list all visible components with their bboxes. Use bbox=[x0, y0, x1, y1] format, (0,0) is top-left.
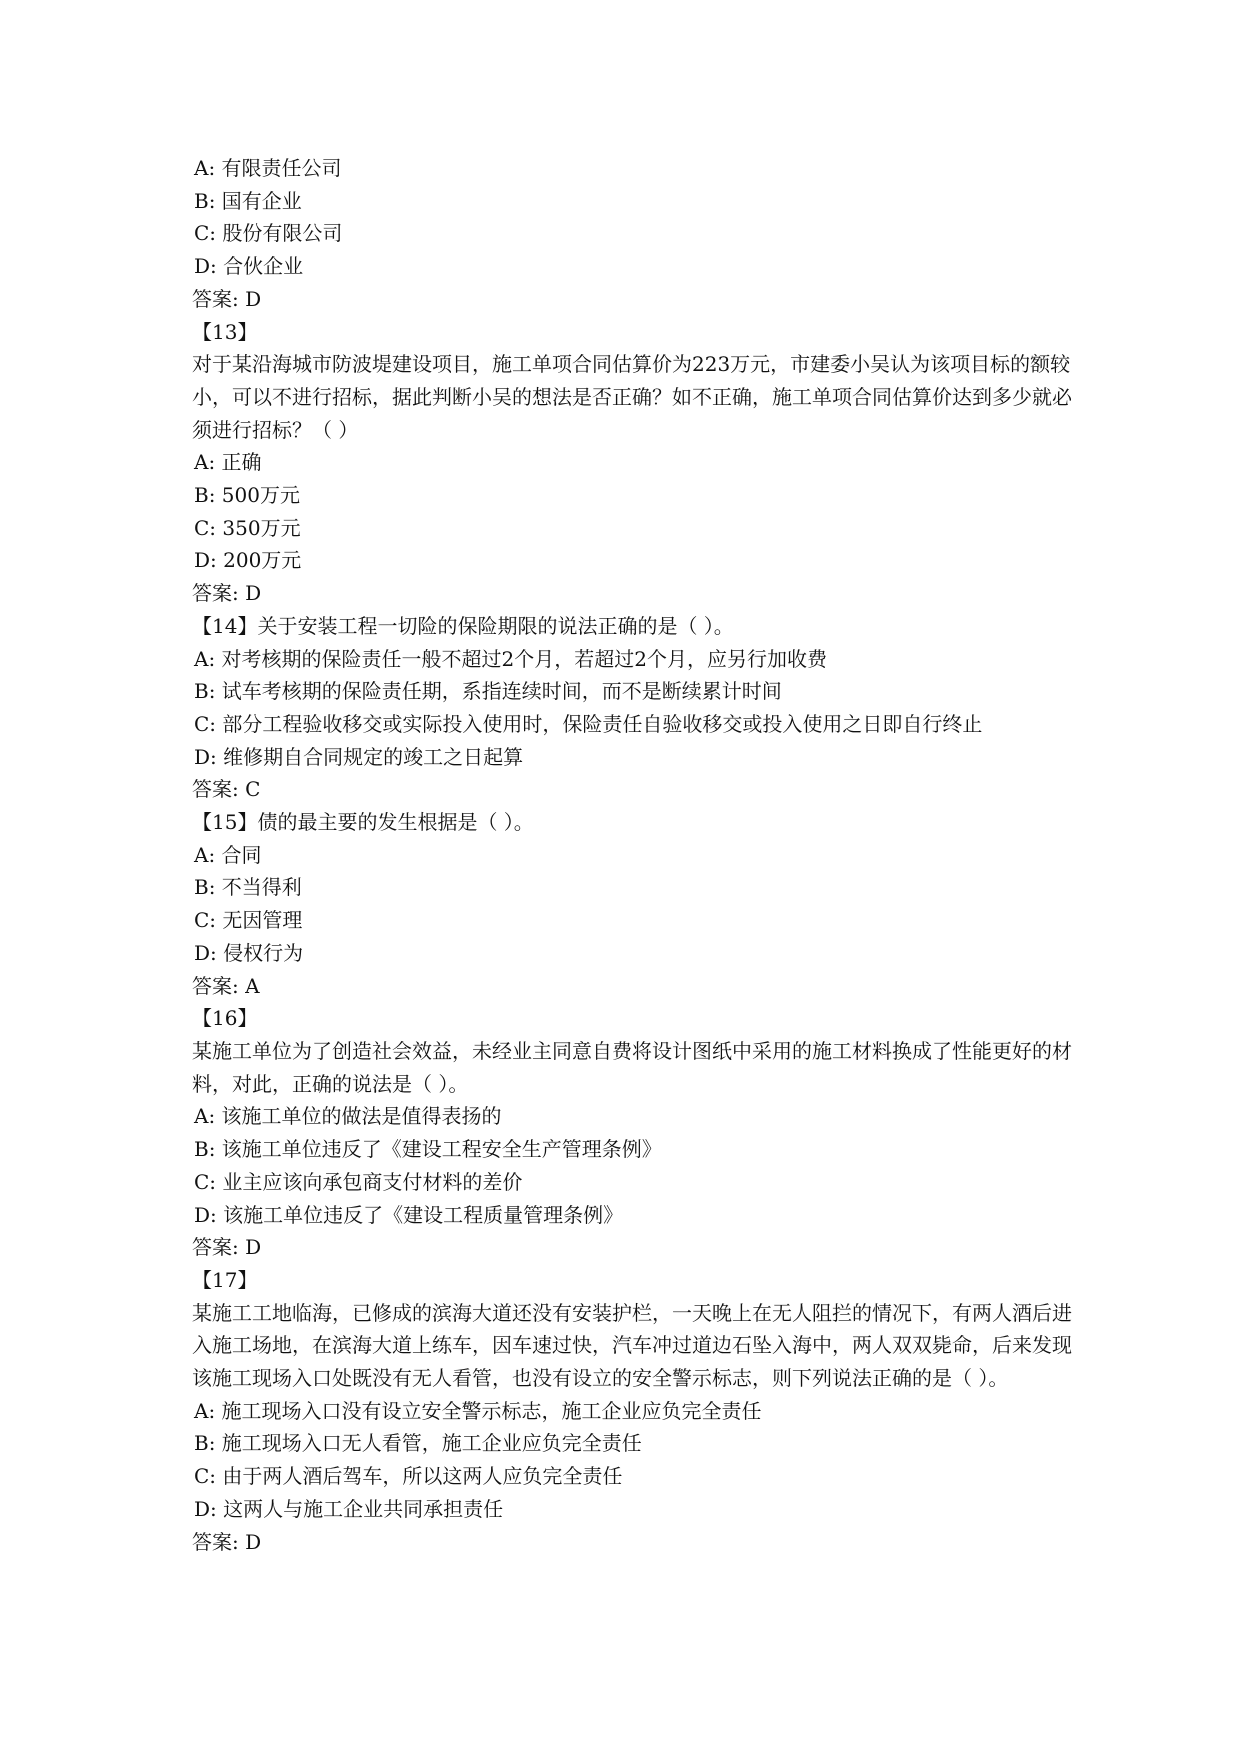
answer-line: 答案: D bbox=[192, 581, 262, 606]
option-b: B: 试车考核期的保险责任期，系指连续时间，而不是断续累计时间 bbox=[194, 679, 782, 704]
question-list bbox=[192, 152, 1072, 1558]
option-a: A: 正确 bbox=[194, 450, 262, 475]
question-stem: 某施工工地临海，已修成的滨海大道还没有安装护栏，一天晚上在无人阻拦的情况下，有两人酒后进入施工场地，在滨海大道上练车，因车速过快，汽车冲过道边石坠入海中，两人双双毙命，后来发现该施工现场入口处既没有无人看管，也没有设立的安全警示标志，则下列说法正确的是（ ）。 bbox=[192, 1300, 1072, 1391]
answer-line: 答案: C bbox=[192, 777, 261, 802]
answer-line: 答案: D bbox=[192, 286, 262, 311]
answer-line: 答案: A bbox=[192, 973, 260, 998]
question-number: 【14】 bbox=[192, 613, 258, 638]
option-d: D: 合伙企业 bbox=[194, 254, 304, 279]
option-a: A: 合同 bbox=[194, 842, 262, 867]
option-d: D: 该施工单位违反了《建设工程质量管理条例》 bbox=[194, 1202, 624, 1227]
option-d: D: 侵权行为 bbox=[194, 940, 304, 965]
question-number: 【15】 bbox=[192, 810, 258, 835]
option-b: B: 国有企业 bbox=[194, 188, 302, 213]
option-a: A: 该施工单位的做法是值得表扬的 bbox=[194, 1104, 502, 1129]
question-block-13 bbox=[192, 316, 1072, 610]
option-a: A: 施工现场入口没有设立安全警示标志，施工企业应负完全责任 bbox=[194, 1398, 762, 1423]
option-b: B: 施工现场入口无人看管，施工企业应负完全责任 bbox=[194, 1431, 642, 1456]
option-c: C: 股份有限公司 bbox=[194, 221, 343, 246]
option-c: C: 无因管理 bbox=[194, 908, 303, 933]
question-stem: 债的最主要的发生根据是（ ）。 bbox=[257, 810, 534, 835]
answer-line: 答案: D bbox=[192, 1235, 262, 1260]
question-heading bbox=[192, 806, 1072, 839]
option-d: D: 200万元 bbox=[194, 548, 302, 573]
option-b: B: 不当得利 bbox=[194, 875, 302, 900]
question-number: 【16】 bbox=[192, 1006, 258, 1031]
option-c: C: 由于两人酒后驾车，所以这两人应负完全责任 bbox=[194, 1464, 623, 1489]
option-b: B: 500万元 bbox=[194, 483, 300, 508]
option-d: D: 维修期自合同规定的竣工之日起算 bbox=[194, 744, 524, 769]
option-a: A: 对考核期的保险责任一般不超过2个月，若超过2个月，应另行加收费 bbox=[194, 646, 827, 671]
answer-line: 答案: D bbox=[192, 1529, 262, 1554]
question-block-16 bbox=[192, 1002, 1072, 1264]
question-stem: 某施工单位为了创造社会效益，未经业主同意自费将设计图纸中采用的施工材料换成了性能更好的材料，对此，正确的说法是（ ）。 bbox=[192, 1038, 1072, 1096]
question-heading bbox=[192, 610, 1072, 643]
question-block-17 bbox=[192, 1264, 1072, 1558]
option-b: B: 该施工单位违反了《建设工程安全生产管理条例》 bbox=[194, 1137, 662, 1162]
option-c: C: 部分工程验收移交或实际投入使用时，保险责任自验收移交或投入使用之日即自行终止 bbox=[194, 711, 983, 736]
option-c: C: 350万元 bbox=[194, 515, 301, 540]
question-block-15 bbox=[192, 806, 1072, 1002]
question-stem: 对于某沿海城市防波堤建设项目，施工单项合同估算价为223万元，市建委小吴认为该项目标的额较小，可以不进行招标，据此判断小吴的想法是否正确？如不正确，施工单项合同估算价达到多少就必须进行招标？（ ） bbox=[192, 352, 1072, 442]
question-number: 【17】 bbox=[192, 1267, 258, 1292]
option-a: A: 有限责任公司 bbox=[194, 156, 342, 180]
question-block-14 bbox=[192, 610, 1072, 806]
option-c: C: 业主应该向承包商支付材料的差价 bbox=[194, 1169, 523, 1194]
question-block-12 bbox=[192, 152, 1072, 316]
question-stem: 关于安装工程一切险的保险期限的说法正确的是（ ）。 bbox=[257, 613, 734, 638]
question-number: 【13】 bbox=[192, 319, 258, 344]
option-d: D: 这两人与施工企业共同承担责任 bbox=[194, 1496, 504, 1521]
